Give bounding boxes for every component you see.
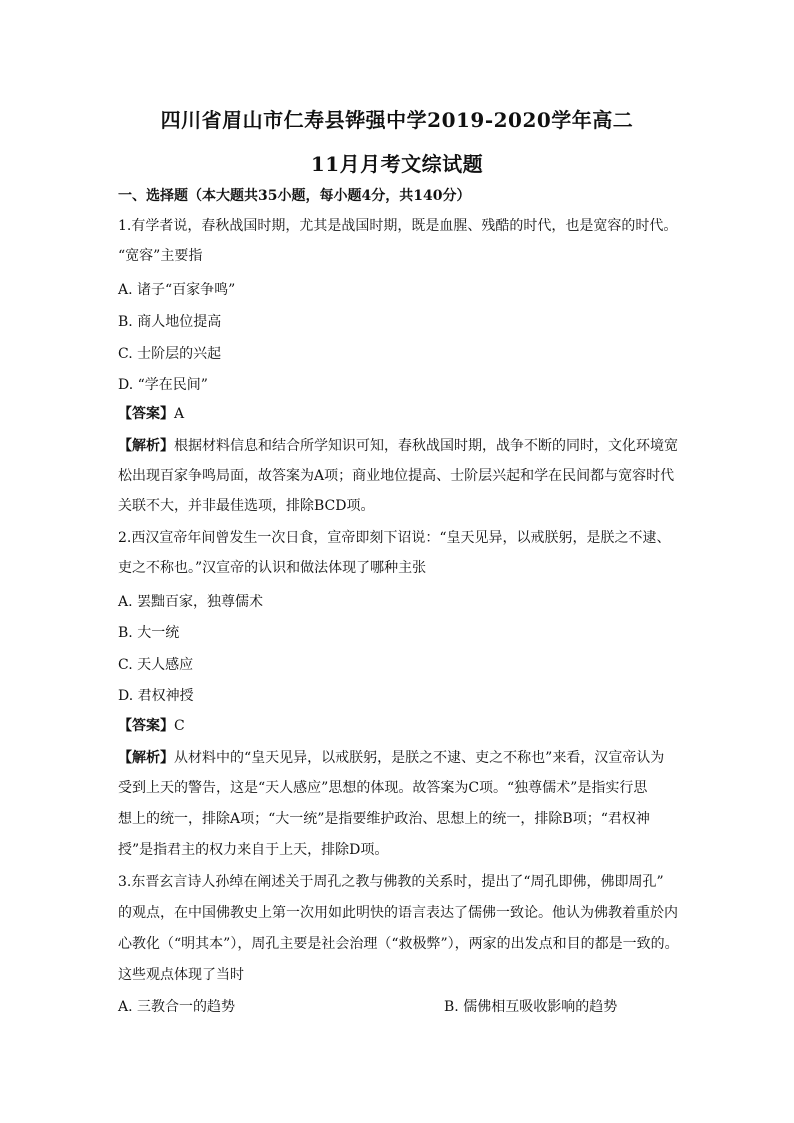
answer-tag: 【答案】 [118, 406, 174, 422]
q2-option-c: C. 天人感应 [118, 657, 194, 673]
document-title-line-1: 四川省眉山市仁寿县铧强中学2019-2020学年高二 [160, 108, 634, 132]
q2-stem-line-2: 吏之不称也。”汉宣帝的认识和做法体现了哪种主张 [118, 560, 427, 576]
q2-option-a: A. 罢黜百家，独尊儒术 [118, 594, 264, 610]
q1-stem-line-2: “宽容”主要指 [118, 248, 203, 264]
q3-option-b: B. 儒佛相互吸收影响的趋势 [444, 999, 618, 1015]
analysis-tag: 【解析】 [118, 438, 174, 454]
q2-analysis-line-2: 受到上天的警告，这是“天人感应”思想的体现。故答案为C项。“独尊儒术”是指实行思 [118, 780, 648, 796]
analysis-tag: 【解析】 [118, 750, 174, 766]
q3-option-a: A. 三教合一的趋势 [118, 999, 236, 1015]
q1-option-d: D. “学在民间” [118, 377, 208, 393]
q1-stem-line-1: 1.有学者说，春秋战国时期，尤其是战国时期，既是血腥、残酷的时代，也是宽容的时代。 [118, 218, 678, 234]
q2-option-b: B. 大一统 [118, 625, 180, 641]
answer-tag: 【答案】 [118, 718, 174, 734]
answer-value: A [174, 406, 185, 422]
q1-option-a: A. 诸子“百家争鸣” [118, 282, 236, 298]
q1-analysis-line-3: 关联不大，并非最佳选项，排除BCD项。 [118, 498, 375, 514]
q2-option-d: D. 君权神授 [118, 688, 194, 704]
q2-answer [118, 716, 678, 736]
q1-option-c: C. 士阶层的兴起 [118, 346, 222, 362]
analysis-text: 从材料中的“皇天见异，以戒朕躬，是朕之不逮、吏之不称也”来看，汉宣帝认为 [174, 750, 665, 766]
q1-analysis-line-1 [118, 436, 678, 456]
q3-stem-line-1: 3.东晋玄言诗人孙绰在阐述关于周孔之教与佛教的关系时，提出了“周孔即佛，佛即周孔” [118, 874, 664, 890]
q2-analysis-line-4: 授”是指君主的权力来自于上天，排除D项。 [118, 842, 389, 858]
analysis-text: 根据材料信息和结合所学知识可知，春秋战国时期，战争不断的同时，文化环境宽 [174, 438, 678, 454]
q2-stem-line-1: 2.西汉宣帝年间曾发生一次日食，宣帝即刻下诏说：“皇天见异，以戒朕躬，是朕之不逮、 [118, 530, 671, 546]
section-header: 一、选择题（本大题共35小题，每小题4分，共140分） [118, 188, 471, 204]
q1-answer [118, 404, 678, 424]
q1-option-b: B. 商人地位提高 [118, 314, 222, 330]
q3-stem-line-4: 这些观点体现了当时 [118, 967, 244, 983]
q2-analysis-line-3: 想上的统一，排除A项；“大一统”是指要维护政治、思想上的统一，排除B项；“君权神 [118, 811, 650, 827]
document-title-line-2: 11月月考文综试题 [310, 152, 484, 176]
q3-stem-line-2: 的观点，在中国佛教史上第一次用如此明快的语言表达了儒佛一致论。他认为佛教着重於内 [118, 905, 678, 921]
q2-analysis-line-1 [118, 748, 678, 768]
q3-stem-line-3: 心教化（“明其本”），周孔主要是社会治理（“救极弊”），两家的出发点和目的都是一致的。 [118, 936, 679, 952]
q1-analysis-line-2: 松出现百家争鸣局面，故答案为A项；商业地位提高、士阶层兴起和学在民间都与宽容时代 [118, 468, 675, 484]
answer-value: C [174, 718, 185, 734]
